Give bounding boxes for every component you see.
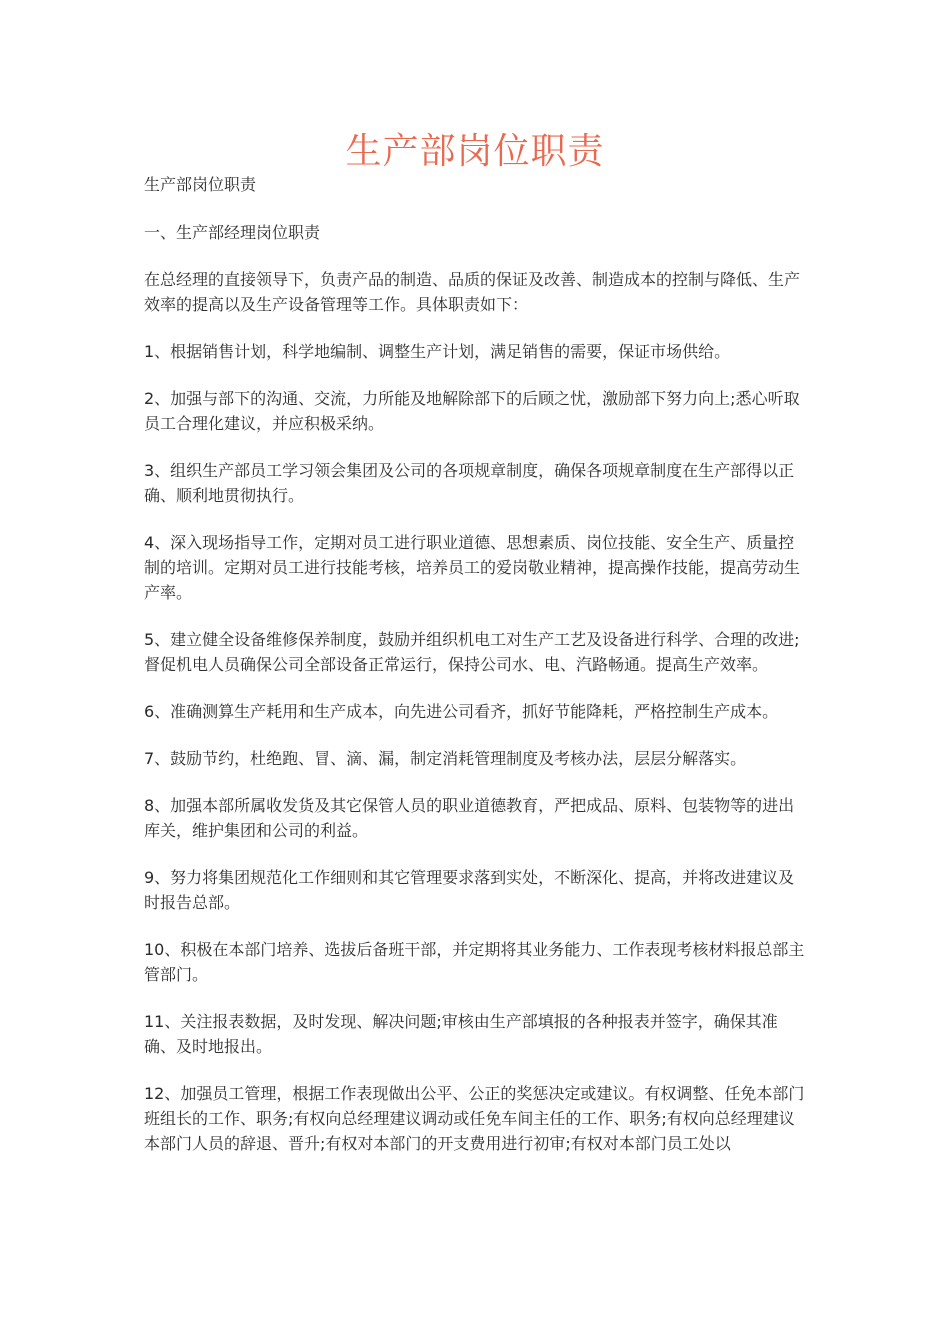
duty-item-3: 3、组织生产部员工学习领会集团及公司的各项规章制度，确保各项规章制度在生产部得以正确、顺利地贯彻执行。 bbox=[144, 461, 795, 505]
duty-item-6: 6、准确测算生产耗用和生产成本，向先进公司看齐，抓好节能降耗，严格控制生产成本。 bbox=[144, 702, 779, 721]
intro-paragraph: 在总经理的直接领导下，负责产品的制造、品质的保证及改善、制造成本的控制与降低、生产效率的提高以及生产设备管理等工作。具体职责如下： bbox=[144, 270, 801, 314]
document-title: 生产部岗位职责 bbox=[345, 131, 605, 172]
duty-item-11: 11、关注报表数据，及时发现、解决问题;审核由生产部填报的各种报表并签字，确保其准确、及时地报出。 bbox=[144, 1012, 778, 1056]
duty-item-10: 10、积极在本部门培养、选拔后备班干部，并定期将其业务能力、工作表现考核材料报总部主管部门。 bbox=[144, 940, 805, 984]
duty-item-1: 1、根据销售计划，科学地编制、调整生产计划，满足销售的需要，保证市场供给。 bbox=[144, 342, 731, 361]
duty-item-2: 2、加强与部下的沟通、交流，力所能及地解除部下的后顾之忧，激励部下努力向上;悉心听取员工合理化建议，并应积极采纳。 bbox=[144, 389, 800, 433]
duty-item-4: 4、深入现场指导工作，定期对员工进行职业道德、思想素质、岗位技能、安全生产、质量控制的培训。定期对员工进行技能考核，培养员工的爱岗敬业精神，提高操作技能，提高劳动生产率。 bbox=[144, 533, 801, 602]
document-body bbox=[144, 172, 808, 1178]
duty-item-5: 5、建立健全设备维修保养制度，鼓励并组织机电工对生产工艺及设备进行科学、合理的改进;督促机电人员确保公司全部设备正常运行，保持公司水、电、汽路畅通。提高生产效率。 bbox=[144, 630, 800, 674]
section-heading: 一、生产部经理岗位职责 bbox=[144, 223, 321, 242]
duty-item-9: 9、努力将集团规范化工作细则和其它管理要求落到实处，不断深化、提高，并将改进建议及时报告总部。 bbox=[144, 868, 795, 912]
duty-item-7: 7、鼓励节约，杜绝跑、冒、滴、漏，制定消耗管理制度及考核办法，层层分解落实。 bbox=[144, 749, 747, 768]
duty-item-8: 8、加强本部所属收发货及其它保管人员的职业道德教育，严把成品、原料、包装物等的进出库关，维护集团和公司的利益。 bbox=[144, 796, 795, 840]
document-subtitle: 生产部岗位职责 bbox=[144, 175, 257, 194]
duty-item-12: 12、加强员工管理，根据工作表现做出公平、公正的奖惩决定或建议。有权调整、任免本部门班组长的工作、职务;有权向总经理建议调动或任免车间主任的工作、职务;有权向总经理建议本部门人员的辞退、晋升;有权对本部门的开支费用进行初审;有权对本部门员工处以 bbox=[144, 1084, 805, 1153]
